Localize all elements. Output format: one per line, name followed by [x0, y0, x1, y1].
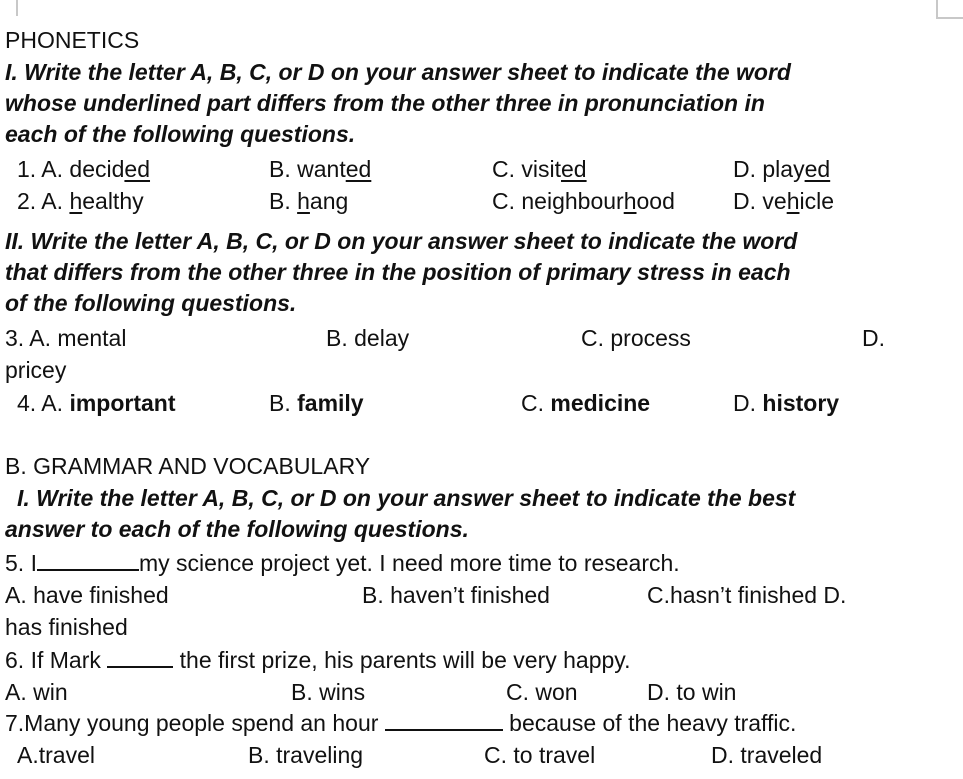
answer-blank: [385, 709, 503, 731]
q3-option-d-word: pricey: [5, 357, 67, 383]
page-corner-left: [0, 0, 18, 16]
q3-option-d: D.: [862, 325, 885, 351]
q6-option-c: C. won: [506, 679, 578, 705]
q1-option-a: 1. A. decided: [17, 156, 151, 182]
instruction-line: II. Write the letter A, B, C, or D on your answer sheet to indicate the word: [5, 228, 798, 254]
q3-option-b: B. delay: [326, 325, 410, 351]
page-corner-right: [936, 0, 963, 19]
section-title-phonetics: PHONETICS: [5, 27, 140, 53]
q4-option-d: D. history: [733, 390, 840, 416]
q7-option-b: B. traveling: [248, 742, 364, 768]
q5-option-c-d: C.hasn’t finished D.: [647, 582, 847, 608]
q4-option-c: C. medicine: [521, 390, 651, 416]
q2-option-a: 2. A. healthy: [17, 188, 144, 214]
q3-option-c: C. process: [581, 325, 691, 351]
q5-stem: 5. I my science project yet. I need more time to research.: [5, 550, 680, 576]
q6-option-d: D. to win: [647, 679, 737, 705]
answer-blank: [107, 646, 173, 668]
q6-option-a: A. win: [5, 679, 68, 705]
q4-option-b: B. family: [269, 390, 364, 416]
q5-option-a: A. have finished: [5, 582, 169, 608]
q5-option-b: B. haven’t finished: [362, 582, 550, 608]
instruction-line: whose underlined part differs from the other three in pronunciation in: [5, 90, 765, 116]
instruction-line: answer to each of the following questions.: [5, 516, 469, 542]
q7-option-a: A.travel: [17, 742, 95, 768]
q7-option-c: C. to travel: [484, 742, 596, 768]
q2-option-c: C. neighbourhood: [492, 188, 675, 214]
q7-stem: 7.Many young people spend an hour because of the heavy traffic.: [5, 710, 797, 736]
instruction-line: of the following questions.: [5, 290, 297, 316]
answer-blank: [37, 549, 139, 571]
q1-option-c: C. visited: [492, 156, 587, 182]
q6-stem: 6. If Mark the first prize, his parents will be very happy.: [5, 647, 631, 673]
q1-option-b: B. wanted: [269, 156, 372, 182]
q6-option-b: B. wins: [291, 679, 366, 705]
q3-option-a: 3. A. mental: [5, 325, 127, 351]
section-title-grammar: B. GRAMMAR AND VOCABULARY: [5, 453, 371, 479]
instruction-line: I. Write the letter A, B, C, or D on your answer sheet to indicate the word: [5, 59, 791, 85]
instruction-line: that differs from the other three in the position of primary stress in each: [5, 259, 791, 285]
q2-option-b: B. hang: [269, 188, 349, 214]
q1-option-d: D. played: [733, 156, 831, 182]
instruction-line: I. Write the letter A, B, C, or D on your answer sheet to indicate the best: [17, 485, 796, 511]
q5-option-d-word: has finished: [5, 614, 128, 640]
q2-option-d: D. vehicle: [733, 188, 834, 214]
instruction-line: each of the following questions.: [5, 121, 356, 147]
q4-option-a: 4. A. important: [17, 390, 176, 416]
q7-option-d: D. traveled: [711, 742, 823, 768]
